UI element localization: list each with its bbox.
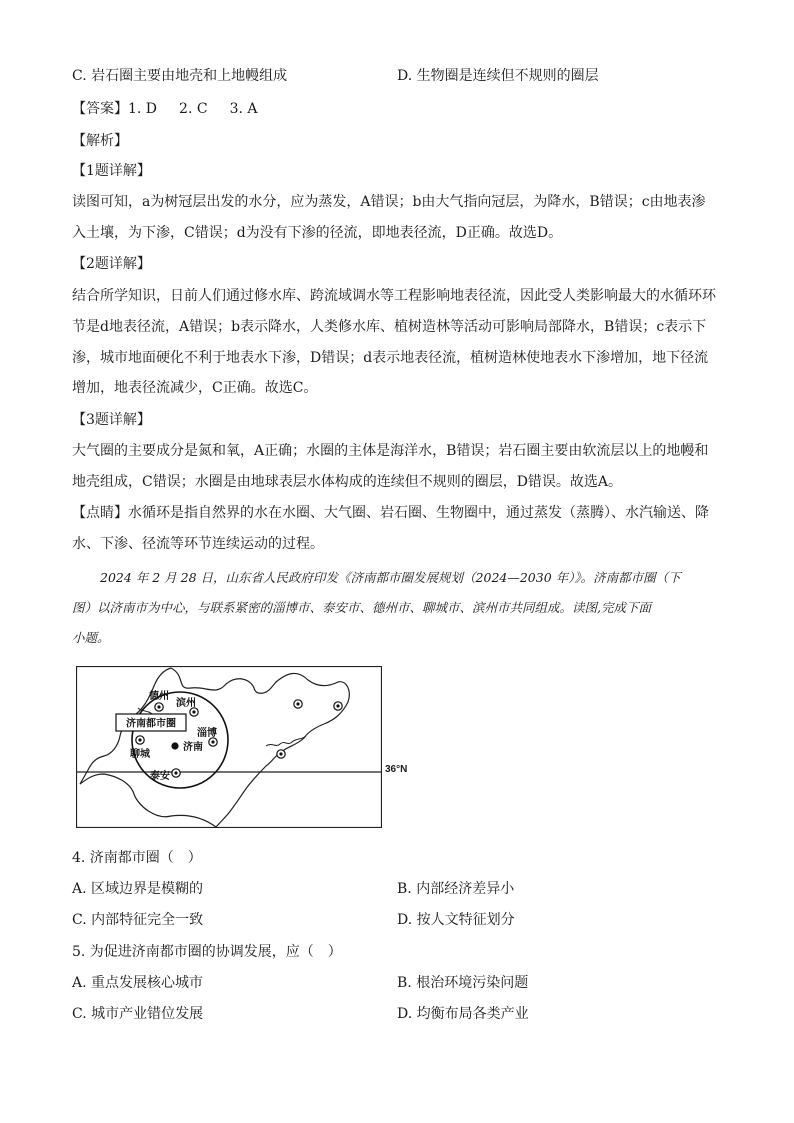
q1-detail-line: 入土壤，为下渗，C错误；d为没有下渗的径流，即地表径流，D正确。故选D。 <box>72 225 563 241</box>
key-point-label: 【点睛】 <box>72 505 128 521</box>
answer-1: 1. D <box>128 101 158 117</box>
q4-option-a: A. 区域边界是模糊的 <box>72 881 204 897</box>
city-label-dezhou: 德州 <box>149 691 169 702</box>
map-title: 济南都市圈 <box>126 718 176 730</box>
answer-line <box>72 99 258 119</box>
answer-2: 2. C <box>179 101 208 117</box>
city-label-zibo: 淄博 <box>197 728 217 739</box>
city-marker <box>294 700 302 708</box>
city-label-binzhou: 滨州 <box>176 698 196 709</box>
passage-line: 小题。 <box>72 630 110 645</box>
q2-detail-line: 结合所学知识，日前人们通过修水库、跨流域调水等工程影响地表径流，因此受人类影响最大的水循环环 <box>72 288 716 304</box>
q4-stem: 4. 济南都市圈（ ） <box>72 850 202 866</box>
q4-option-d: D. 按人文特征划分 <box>397 912 515 928</box>
q3-option-c: C. 岩石圈主要由地壳和上地幔组成 <box>72 68 288 84</box>
map-frame <box>77 667 382 828</box>
key-point-text: 水循环是指自然界的水在水圈、大气圈、岩石圈、生物圈中，通过蒸发（蒸腾）、水汽输送、降 <box>128 505 709 521</box>
q4-option-c: C. 内部特征完全一致 <box>72 912 204 928</box>
city-marker <box>277 750 285 758</box>
city-label-taian: 泰安 <box>150 771 170 782</box>
q2-detail-line: 增加，地表径流减少，C正确。故选C。 <box>72 380 318 396</box>
q2-detail-line: 渗，城市地面硬化不利于地表水下渗，D错误；d表示地表径流，植树造林使地表水下渗增加，地下径流 <box>72 350 709 366</box>
key-point-line: 水、下渗、径流等环节连续运动的过程。 <box>72 536 324 552</box>
answer-label: 【答案】 <box>72 101 128 117</box>
q5-option-a: A. 重点发展核心城市 <box>72 975 204 991</box>
passage-line: 2024 年 2 月 28 日，山东省人民政府印发《济南都市圈发展规划（2024—2030 年）》。济南都市圈（下 <box>100 570 681 585</box>
q3-detail-label: 【3题详解】 <box>72 412 151 428</box>
city-marker <box>334 702 342 710</box>
answer-3: 3. A <box>229 101 258 117</box>
q4-option-b: B. 内部经济差异小 <box>397 881 515 897</box>
city-label-liaocheng: 聊城 <box>130 749 150 760</box>
passage-line: 图）以济南市为中心，与联系紧密的淄博市、泰安市、德州市、聊城市、滨州市共同组成。读图,完成下面 <box>72 600 651 615</box>
jinan-metro-map <box>76 666 382 828</box>
latitude-label: 36°N <box>385 764 408 775</box>
q2-detail-label: 【2题详解】 <box>72 256 151 272</box>
q1-detail-line: 读图可知，a为树冠层出发的水分，应为蒸发，A错误；b由大气指向冠层，为降水，B错误；c由地表渗 <box>72 194 706 210</box>
q3-option-d: D. 生物圈是连续但不规则的圈层 <box>397 68 599 84</box>
analysis-label: 【解析】 <box>72 133 128 149</box>
q5-stem: 5. 为促进济南都市圈的协调发展，应（ ） <box>72 944 342 960</box>
q5-option-b: B. 根治环境污染问题 <box>397 975 529 991</box>
q3-detail-line: 大气圈的主要成分是氮和氧，A正确；水圈的主体是海洋水，B错误；岩石圈主要由软流层以上的地幔和 <box>72 443 709 459</box>
city-label-jinan: 济南 <box>183 742 203 753</box>
q1-detail-label: 【1题详解】 <box>72 163 151 179</box>
q3-detail-line: 地壳组成，C错误；水圈是由地球表层水体构成的连续但不规则的圈层，D错误。故选A。 <box>72 474 623 490</box>
q2-detail-line: 节是d地表径流，A错误；b表示降水，人类修水库、植树造林等活动可影响局部降水，B错误；c表示下 <box>72 319 707 335</box>
q5-option-c: C. 城市产业错位发展 <box>72 1006 204 1022</box>
key-point-line <box>72 503 709 523</box>
q5-option-d: D. 均衡布局各类产业 <box>397 1006 529 1022</box>
